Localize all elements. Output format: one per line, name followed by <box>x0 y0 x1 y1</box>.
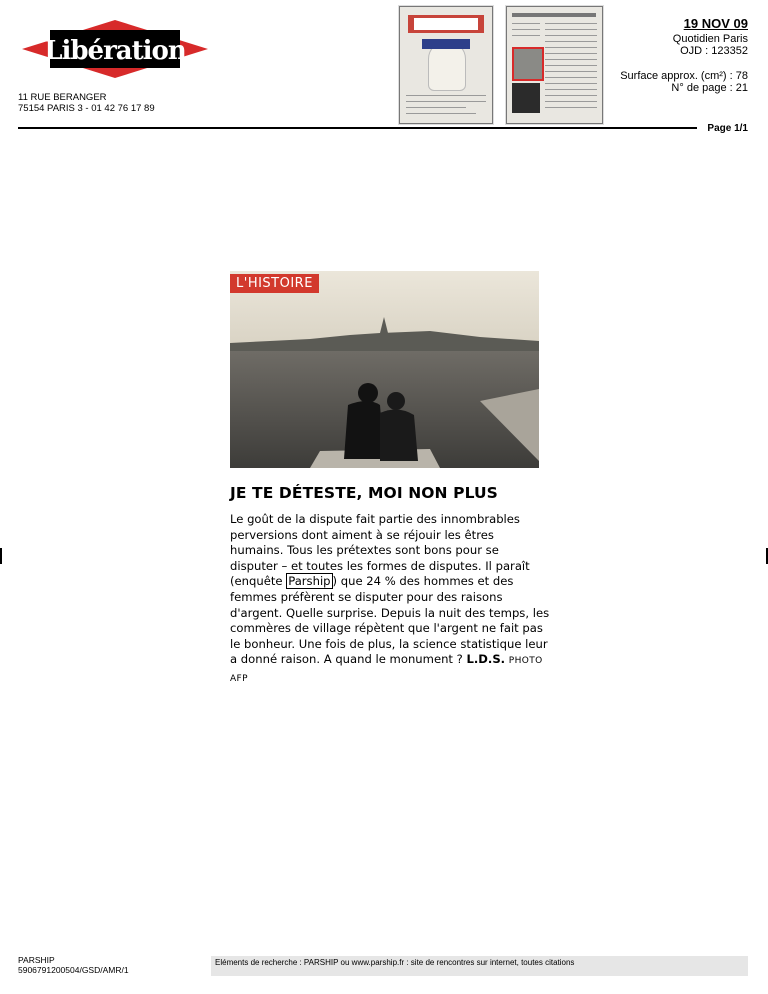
footer-reference <box>18 955 129 975</box>
svg-text:Libération: Libération <box>44 36 186 66</box>
publication-date: 19 NOV 09 <box>683 16 748 31</box>
footer-client: PARSHIP <box>18 955 55 965</box>
left-margin-mark <box>0 548 2 564</box>
publisher-address <box>18 92 155 114</box>
footer-code: 5906791200504/GSD/AMR/1 <box>18 965 129 975</box>
address-line-2: 75154 PARIS 3 - 01 42 76 17 89 <box>18 103 155 114</box>
publication-type: Quotidien Paris <box>672 33 748 45</box>
section-tag: L'HISTOIRE <box>230 274 319 293</box>
address-line-1: 11 RUE BERANGER <box>18 92 107 103</box>
article-body <box>230 512 550 688</box>
inner-page-thumbnail <box>506 6 603 124</box>
publication-meta <box>620 18 748 94</box>
surface-area: Surface approx. (cm²) : 78 <box>620 70 748 82</box>
article-photo <box>230 271 539 468</box>
search-elements-bar: Eléments de recherche : PARSHIP ou www.parship.fr : site de rencontres sur internet, toutes citations <box>211 956 748 976</box>
photo-credit: PHOTO AFP <box>230 656 543 684</box>
author-signature: L.D.S. <box>466 652 506 667</box>
highlighted-search-term: Parship <box>288 574 331 589</box>
header-divider <box>18 127 697 129</box>
page-number: N° de page : 21 <box>671 82 748 94</box>
body-text-end: ) que 24 % des hommes et des femmes préfèrent se disputer pour des raisons d'argent. Quelle surprise. Depuis la nuit des temps, les commères de village répètent que l'argent ne fait pas le bonheur. Une fois de plus, la science statistique leur a donné raison. A quand le monument ? <box>230 574 550 667</box>
liberation-logo <box>22 20 208 78</box>
article-headline: JE TE DÉTESTE, MOI NON PLUS <box>230 484 498 502</box>
body-text-start: Le goût de la dispute fait partie des innombrables perversions dont aiment à se réjouir les êtres humains. Tous les prétextes sont bons pour se disputer – et toutes les formes de disputes. Il paraît (enquête <box>230 512 530 589</box>
ojd-count: OJD : 123352 <box>680 45 748 57</box>
page-indicator: Page 1/1 <box>707 123 748 134</box>
front-page-thumbnail <box>399 6 493 124</box>
